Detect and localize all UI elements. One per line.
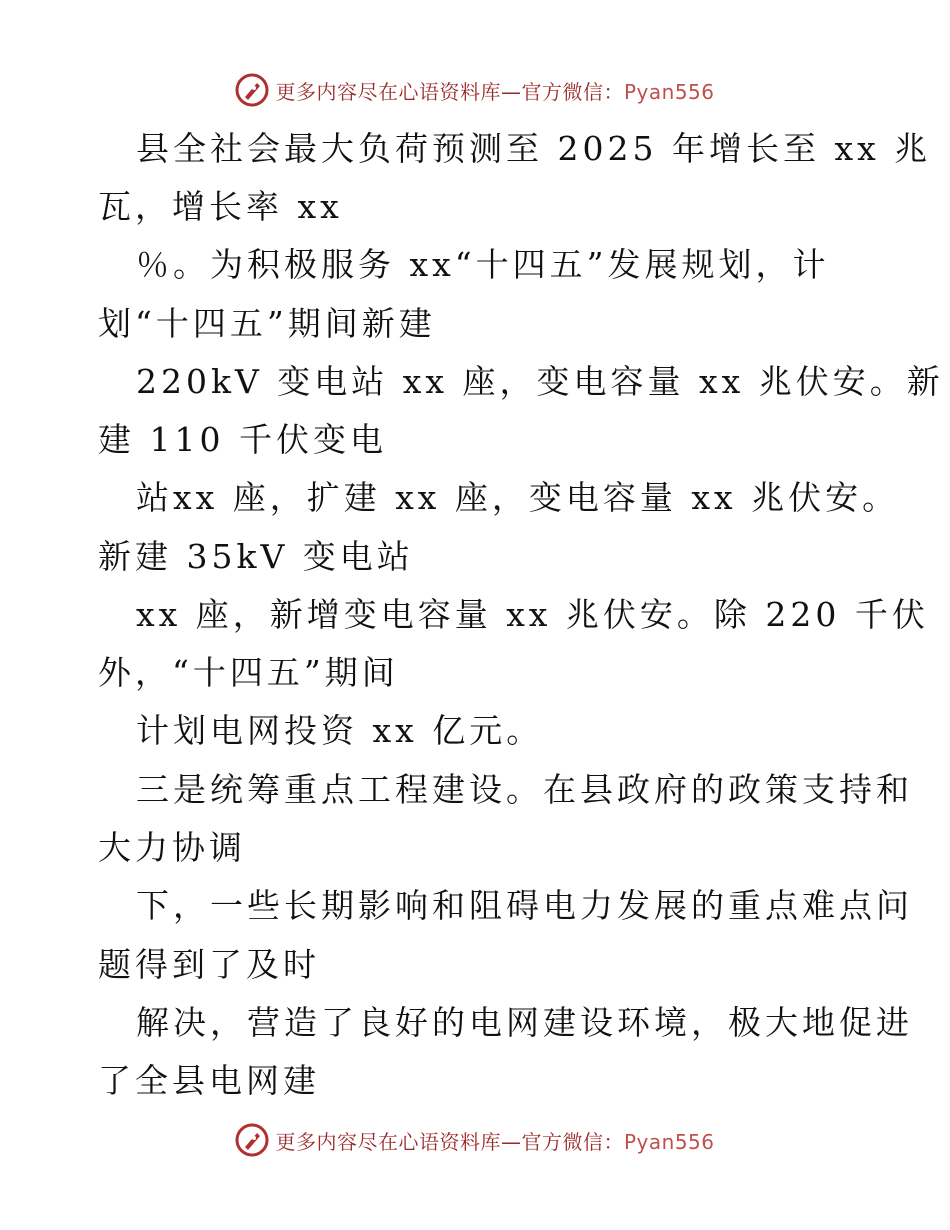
text-line: 大力协调: [98, 828, 246, 867]
text-line: 建 110 千伏变电: [98, 420, 387, 459]
header-banner: [0, 70, 950, 110]
text-line: 站xx 座，扩建 xx 座，变电容量 xx 兆伏安。: [136, 478, 900, 517]
text-line: 下，一些长期影响和阻碍电力发展的重点难点问: [136, 886, 913, 925]
banner-label: 更多内容尽在心语资料库—官方微信：: [275, 79, 624, 104]
text-line: 解决，营造了良好的电网建设环境，极大地促进: [136, 1003, 913, 1042]
text-line: 计划电网投资 xx 亿元。: [136, 711, 544, 750]
text-line: 外，“十四五”期间: [98, 653, 399, 692]
banner-label: 更多内容尽在心语资料库—官方微信：: [275, 1129, 624, 1154]
text-line: 划“十四五”期间新建: [98, 304, 436, 343]
pen-nib-circle-icon: [235, 73, 269, 107]
text-line: 新建 35kV 变电站: [98, 537, 414, 576]
text-line: 县全社会最大负荷预测至 2025 年增长至 xx 兆: [136, 129, 932, 168]
text-line: 220kV 变电站 xx 座，变电容量 xx 兆伏安。新: [136, 362, 944, 401]
footer-banner: [0, 1120, 950, 1160]
banner-text: [275, 1126, 714, 1155]
text-line: 瓦，增长率 xx: [98, 187, 343, 226]
text-line: 了全县电网建: [98, 1061, 320, 1100]
banner-text: [275, 76, 714, 105]
wechat-id: Pyan556: [623, 1129, 715, 1154]
text-line: xx 座，新增变电容量 xx 兆伏安。除 220 千伏: [136, 595, 929, 634]
text-line: ％。为积极服务 xx“十四五”发展规划，计: [136, 245, 830, 284]
wechat-id: Pyan556: [623, 79, 715, 104]
pen-nib-circle-icon: [235, 1123, 269, 1157]
text-line: 题得到了及时: [98, 945, 320, 984]
text-line: 三是统筹重点工程建设。在县政府的政策支持和: [136, 770, 913, 809]
